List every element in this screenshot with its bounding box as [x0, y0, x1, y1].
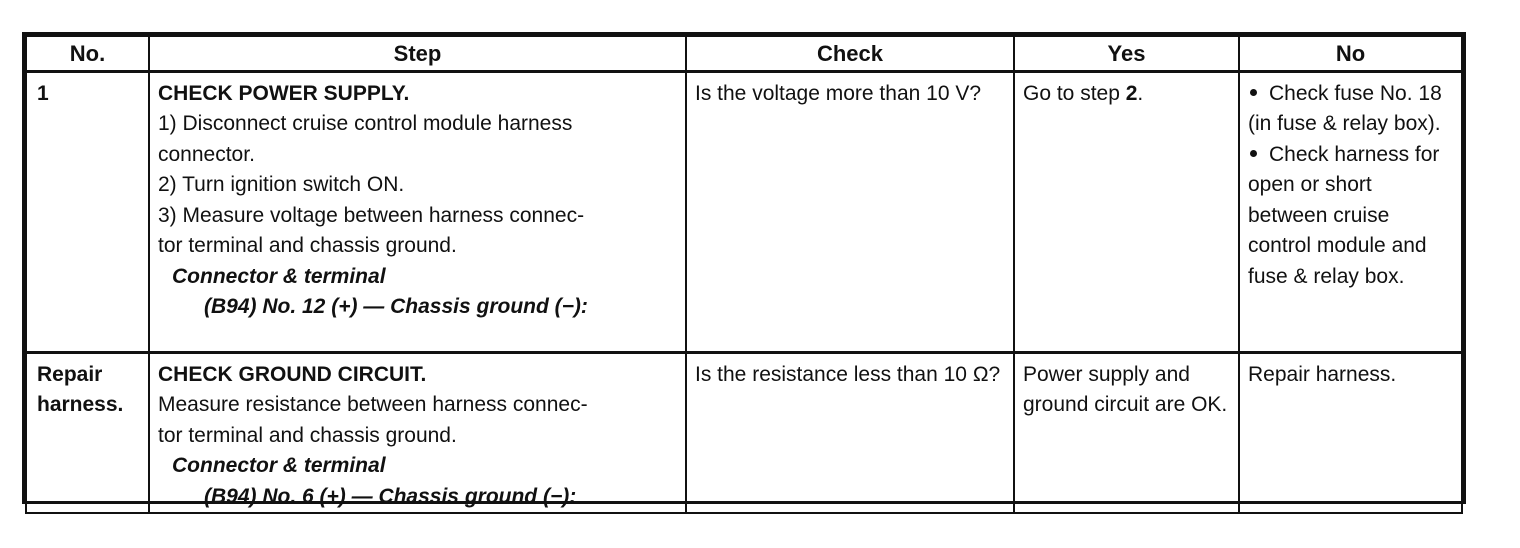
diagnostic-table [25, 35, 1463, 514]
no-bullet-item [1248, 79, 1455, 140]
connector-detail: (B94) No. 6 (+) — Chassis ground (−): [204, 484, 577, 508]
yes-cell: Power supply and ground circuit are OK. [1014, 352, 1239, 513]
connector-title: Connector & terminal [172, 264, 386, 288]
no-bullet-item [1248, 140, 1455, 293]
connector-title: Connector & terminal [172, 454, 386, 477]
no-cell [1239, 71, 1462, 352]
step-line: connector. [158, 142, 255, 166]
step-cell [149, 71, 686, 352]
table-row [26, 352, 1462, 513]
step-line: tor terminal and chassis ground. [158, 423, 457, 447]
step-line: Measure resistance between harness connec- [158, 393, 588, 416]
step-title: CHECK GROUND CIRCUIT. [158, 362, 427, 386]
yes-suffix: . [1137, 81, 1144, 105]
no-bullet-text: Check fuse No. 18 (in fuse & relay box). [1248, 81, 1442, 135]
step-title: CHECK POWER SUPPLY. [158, 81, 410, 105]
bullet-icon [1250, 150, 1257, 157]
bullet-icon [1250, 89, 1257, 96]
step-line: 1) Disconnect cruise control module harness [158, 112, 573, 135]
header-step: Step [149, 36, 686, 71]
table-row [26, 71, 1462, 352]
step-line: 2) Turn ignition switch ON. [158, 173, 405, 196]
table-header-row [26, 36, 1462, 71]
step-cell [149, 352, 686, 513]
check-cell: Is the resistance less than 10 Ω? [686, 352, 1014, 513]
yes-step-number: 2 [1125, 81, 1138, 105]
row-number: 1 [26, 71, 149, 352]
header-no-result: No [1239, 36, 1462, 71]
step-line: 3) Measure voltage between harness connec- [158, 203, 585, 227]
no-cell: Repair harness. [1239, 352, 1462, 513]
connector-detail: (B94) No. 12 (+) — Chassis ground (−): [204, 295, 588, 318]
step-line: tor terminal and chassis ground. [158, 234, 457, 257]
header-check: Check [686, 36, 1014, 71]
diagnostic-table-frame [22, 32, 1466, 508]
no-bullet-text: Check harness for open or short between cruise control module and fuse & relay box. [1248, 142, 1440, 288]
check-cell: Is the voltage more than 10 V? [686, 71, 1014, 352]
row-number: Repair harness. [26, 352, 149, 513]
yes-prefix: Go to step [1023, 81, 1126, 105]
header-no: No. [26, 36, 149, 71]
yes-cell [1014, 71, 1239, 352]
header-yes: Yes [1014, 36, 1239, 71]
